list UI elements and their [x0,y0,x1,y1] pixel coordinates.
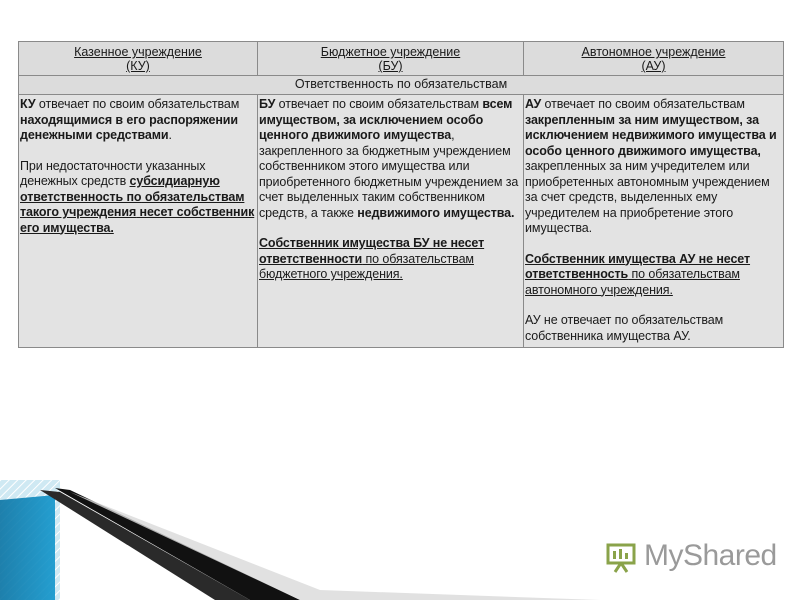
au-paragraph-1 [525,97,781,237]
column-header-abbr: (АУ) [641,59,666,73]
text-fragment: При недостаточности указанных денежных средств [20,158,206,188]
text-fragment: отвечает по своим обязательствам [275,97,483,111]
table-row [19,95,784,348]
section-row [19,76,784,95]
text-fragment: отвечает по своим обязательствам [541,97,745,111]
table-header-row [19,42,784,76]
column-header-au [524,42,784,76]
text-fragment: по обязательствам автономного учреждения. [525,267,740,297]
text-fragment: закрепленным за ним имуществом, за исключением недвижимого имущества и особо ценного движимого имущества, [525,112,777,158]
column-header-abbr: (КУ) [126,59,150,73]
presentation-board-icon [604,539,638,573]
blue-band [0,495,55,600]
text-fragment: . [168,128,172,142]
text-fragment: отвечает по своим обязательствам [35,97,240,111]
cell-bu [258,95,524,348]
text-fragment: находящимися в его распоряжении денежными средствами [20,112,238,142]
cell-ku [19,95,258,348]
bu-paragraph-2 [259,236,521,283]
text-fragment: Собственник имущества АУ не несет ответственность [525,251,751,281]
dark-swoosh [40,490,250,600]
text-fragment: КУ [20,97,36,111]
responsibility-table [18,41,783,348]
column-header-name: Бюджетное учреждение [320,45,461,59]
cell-au [524,95,784,348]
text-fragment: недвижимого имущества. [357,205,515,220]
au-paragraph-2 [525,252,781,299]
column-header-name: Казенное учреждение [74,45,202,59]
text-fragment: АУ [525,97,542,111]
text-fragment: обязательствам такого учреждения [20,189,245,219]
comparison-table [18,41,784,348]
black-swoosh [55,488,300,600]
text-fragment: по обязательствам бюджетного учреждения. [259,251,474,281]
text-fragment: БУ [259,97,276,111]
column-header-name: Автономное учреждение [581,45,726,59]
au-paragraph-3: АУ не отвечает по обязательствам собственника имущества АУ. [525,313,724,343]
section-title: Ответственность по обязательствам [19,76,784,95]
column-header-bu [258,42,524,76]
text-fragment: субсидиарную ответственность по [20,174,220,204]
text-fragment: , закрепленного за бюджетным учреждением собственником этого имущества или приобретенного бюджетным учреждением за счет выделенных таким собственником средств, а также [259,128,519,220]
myshared-logo [604,536,777,576]
column-header-ku [19,42,258,76]
ku-paragraph-1 [20,97,255,144]
bu-paragraph-1 [259,97,521,221]
text-fragment: закрепленных за ним учредителем или приобретенных автономным учреждением за счет средств, выделенных ему учредителем на приобретение этого имущества. [525,159,770,235]
column-header-abbr: (БУ) [378,59,403,73]
text-fragment: Собственник имущества БУ не несет ответственности [259,236,485,266]
logo-text: MyShared [644,539,777,572]
ku-paragraph-2 [20,159,255,237]
text-fragment: всем имуществом, за исключением особо ценного движимого имущества [259,97,513,142]
text-fragment: несет собственник его имущества. [20,205,255,235]
